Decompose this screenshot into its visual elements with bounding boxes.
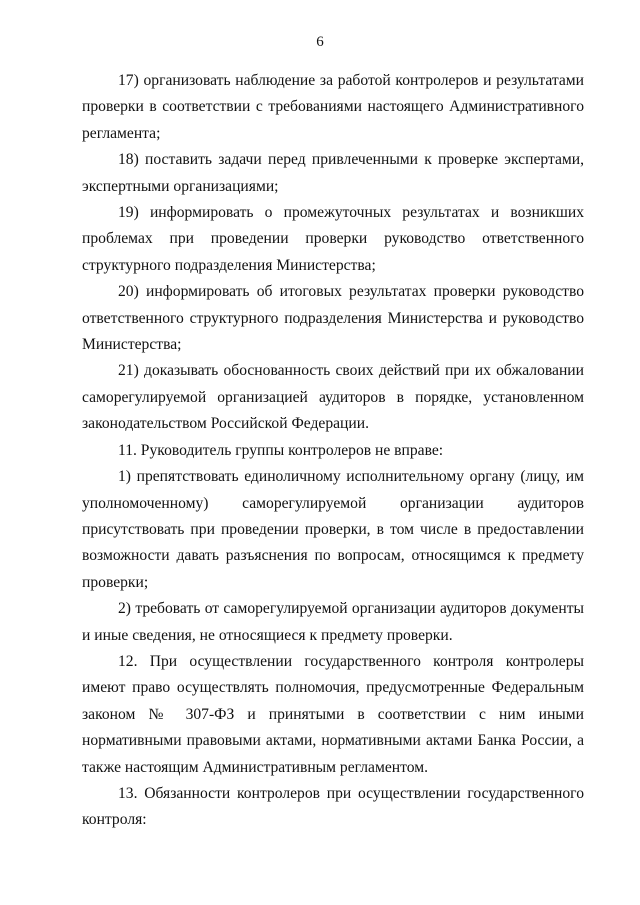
paragraph-item-17: 17) организовать наблюдение за работой контролеров и результатами проверки в соответствии с требованиями настоящего Административного регламента; (82, 72, 584, 142)
paragraph-item-20: 20) информировать об итоговых результатах проверки руководство ответственного структурного подразделения Министерства и руководство Министерства; (82, 283, 584, 354)
paragraph-section-11-item-1: 1) препятствовать единоличному исполнительному органу (лицу, им уполномоченному) саморегулируемой организации аудиторов присутствовать при проведении проверки, в том числе в предоставлении возможности давать разъяснения по вопросам, относящимся к предмету проверки; (82, 468, 584, 591)
document-body (82, 68, 584, 834)
paragraph-item-18: 18) поставить задачи перед привлеченными к проверке экспертами, экспертными организациями; (82, 151, 584, 195)
paragraph-section-12: 12. При осуществлении государственного контроля контролеры имеют право осуществлять полномочия, предусмотренные Федеральным законом № 307-ФЗ и принятыми в соответствии с ним иными нормативными правовыми актами, нормативными актами Банка России, а также настоящим Административным регламентом. (82, 652, 584, 776)
paragraph-section-13: 13. Обязанности контролеров при осуществлении государственного контроля: (82, 784, 584, 829)
paragraph-section-11-item-2: 2) требовать от саморегулируемой организации аудиторов документы и иные сведения, не относящиеся к предмету проверки. (82, 600, 584, 644)
paragraph-item-21: 21) доказывать обоснованность своих действий при их обжаловании саморегулируемой организацией аудиторов в порядке, установленном законодательством Российской Федерации. (82, 362, 584, 433)
paragraph-section-11: 11. Руководитель группы контролеров не вправе: (118, 441, 444, 459)
page-number: 6 (316, 34, 324, 50)
paragraph-item-19: 19) информировать о промежуточных результатах и возникших проблемах при проведении проверки руководство ответственного структурного подразделения Министерства; (82, 204, 584, 274)
